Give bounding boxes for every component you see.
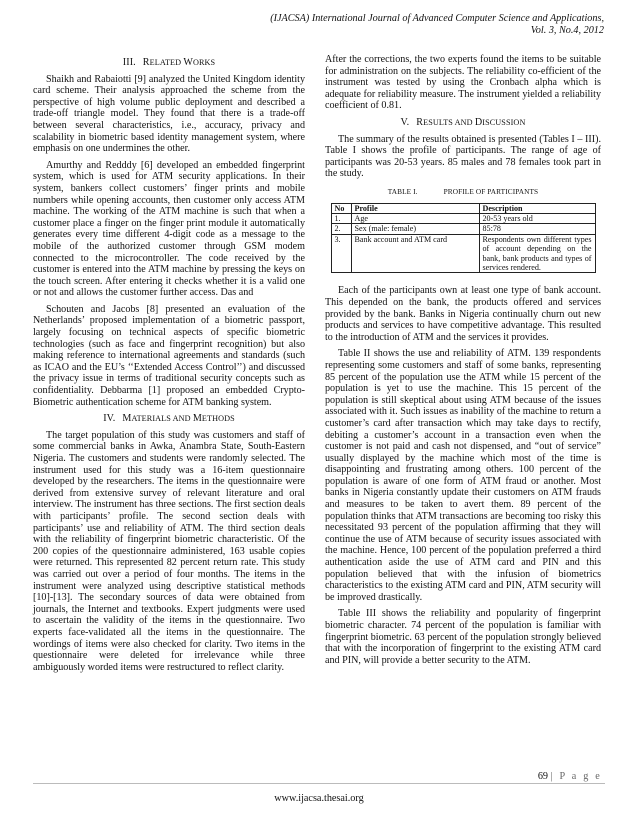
participants-profile-table xyxy=(331,203,596,274)
journal-title-line: (IJACSA) International Journal of Advanced Computer Science and Applications, xyxy=(270,13,604,24)
table-header-cell: Profile xyxy=(351,203,479,213)
paragraph: The summary of the results obtained is presented (Tables I – III). Table I shows the profile of participants. The range of age of participants was 20-53 years. 85 males and 78 females took part in the study. xyxy=(325,133,601,180)
table-cell: Sex (male: female) xyxy=(351,224,479,234)
section-heading-results-discussion: V. RESULTS AND DISCUSSION xyxy=(400,116,526,128)
paragraph: Amurthy and Redddy [6] developed an embedded fingerprint system, which is used for ATM security applications. In their system, bankers collect customers’ finger prints and mobile numbers while opening accounts, then customer only access ATM machine. The working of the ATM machine is such that when a customer place a finger on the finger print module it automatically generates every time different 4-digit code as a message to the mobile of the authorized customer through GSM modem connected to the microcontroller. The code received by the customer is entered into the ATM machine by pressing the keys on the touch screen. After entering it checks whether it is a valid one or not and allows the customer further access. Das and xyxy=(33,159,305,299)
paragraph: Table II shows the use and reliability of ATM. 139 respondents representing some customers and staff of some banks, representing 85 percent of the population use the ATM while 15 percent of the population is yet to use the machine. This 15 percent of the population is still skeptical about using ATM because of the issues associated with it. Such issues as inability of the machine to return a customer’s card after transaction which may take days to rectify, debiting a customer’s account in a transaction even when the customer is not paid and cash not dispensed, and “out of service” usually displayed by the machine which most of the time is disappointing and frustrating among others. 100 percent of the population is aware of one form of ATM fraud or another. Most banks in Nigeria constantly update their customers on ATM frauds and measures to be taken to avert them. 89 percent of the population thinks that ATM transactions are becoming too risky this necessitated 93 percent of the population affirming that they will continue the use of ATM because of security issues associated with the machine. Hence, 100 percent of the population preferred a third authentication aside the use of ATM card and PIN and this population believed that with the infusion of biometrics characteristics to the existing ATM card and PIN, ATM security will be improved drastically. xyxy=(325,348,601,603)
table-header-row xyxy=(331,203,595,213)
journal-header xyxy=(184,13,604,37)
page-number-value: 69 xyxy=(537,771,548,782)
paragraph: Shaikh and Rabaiotti [9] analyzed the United Kingdom identity card scheme. Their analysis approached the scheme from the perspective of high volume public deployment and described a trade-off triangle model. They found that there is a trade-off between several characteristics, i.e., accuracy, privacy and scalability in biometric based identity management system, where emphasis on one undermines the other. xyxy=(33,73,305,155)
paragraph: After the corrections, the two experts found the items to be suitable for administration on the subjects. The reliability co-efficient of the instrument was tested by using the Cronbach alpha which is adequate for reliability measure. The instrument yielded a reliability coefficient of 0.81. xyxy=(325,54,601,112)
paragraph: Schouten and Jacobs [8] presented an evaluation of the Netherlands’ proposed implementation of a biometric passport, largely focusing on technical aspects of specific biometric technologies (such as face and fingerprint recognition) but also making reference to international agreements and standards (such as ICAO and the EU’s ‘‘Extended Access Control’’) and discussed the privacy issue in terms of traditional security concepts such as confidentiality. Debbarma [1] proposed an embedded Crypto-Biometric authentication scheme for ATM banking system. xyxy=(33,303,305,408)
section-heading-related-works: III. RELATED WORKS xyxy=(122,57,216,68)
paragraph: Table III shows the reliability and popularity of fingerprint biometric character. 74 percent of the population is familiar with fingerprint biometric. 63 percent of the population strongly believed that with the incorporation of fingerprint to the existing ATM card and PIN, will provide a better security to the ATM. xyxy=(325,608,601,666)
table-cell: Bank account and ATM card xyxy=(351,234,479,273)
table-row xyxy=(331,224,595,234)
right-column xyxy=(325,54,601,671)
table-label: TABLE I. xyxy=(387,186,418,196)
table-row xyxy=(331,213,595,223)
journal-volume-line: Vol. 3, No.4, 2012 xyxy=(530,25,604,36)
table-cell: 85:78 xyxy=(479,224,595,234)
section-heading-materials-methods: IV. MATERIALS AND METHODS xyxy=(103,413,235,425)
table-cell: Respondents own different types of account depending on the bank, bank products and types of services rendered. xyxy=(479,234,595,273)
table-header-cell: Description xyxy=(479,203,595,213)
table-caption xyxy=(325,186,601,198)
table-header-cell: No xyxy=(331,203,351,213)
page-label: | P a g e xyxy=(550,771,602,782)
left-column xyxy=(33,56,305,678)
table-cell: 20-53 years old xyxy=(479,213,595,223)
table-title: PROFILE OF PARTICIPANTS xyxy=(443,186,539,196)
paragraph: The target population of this study was customers and staff of some commercial banks in Awka, Anambra State, South-Eastern Nigeria. The customers and students were randomly selected. The instrument used for this study was a 16-item questionnaire developed by the researchers. The items in the questionnaire were derived from extensive survey of relevant literature and oral interview. The instrument has three sections. The first section deals with participants’ profile. The second section deals with participants’ use and reliability of ATM. The third section deals with the reliability of fingerprint biometric characteristic. Of the 200 copies of the questionnaire administered, 163 usable copies were returned. This represented 82 percent return rate. This study was carried out over a period of four months. The items in the instrument were analyzed using descriptive statistical methods [10]-[13]. The secondary sources of data were obtained from journals, the Internet and textbooks. Expert judgments were used to ascertain the validity of the items in the questionnaire. Two experts face-validated all the items in the questionnaire. The wordings of items were also checked for clarity. Two items in the questionnaire were deleted for irrelevance while three ambiguously worded items were restructured to reflect clarity. xyxy=(33,429,305,673)
table-cell: 1. xyxy=(331,213,351,223)
table-cell: 2. xyxy=(331,224,351,234)
footer-divider xyxy=(33,783,605,784)
journal-website: www.ijacsa.thesai.org xyxy=(274,793,364,804)
paragraph: Each of the participants own at least one type of bank account. This depended on the bank, the products offered and services provided by the bank. Banks in Nigeria continually churn out new products and services to have competitive advantage. This resulted to the introduction of ATM and the services it provides. xyxy=(325,285,601,343)
table-cell: Age xyxy=(351,213,479,223)
table-cell: 3. xyxy=(331,234,351,273)
table-row xyxy=(331,234,595,273)
page-number xyxy=(538,771,602,782)
